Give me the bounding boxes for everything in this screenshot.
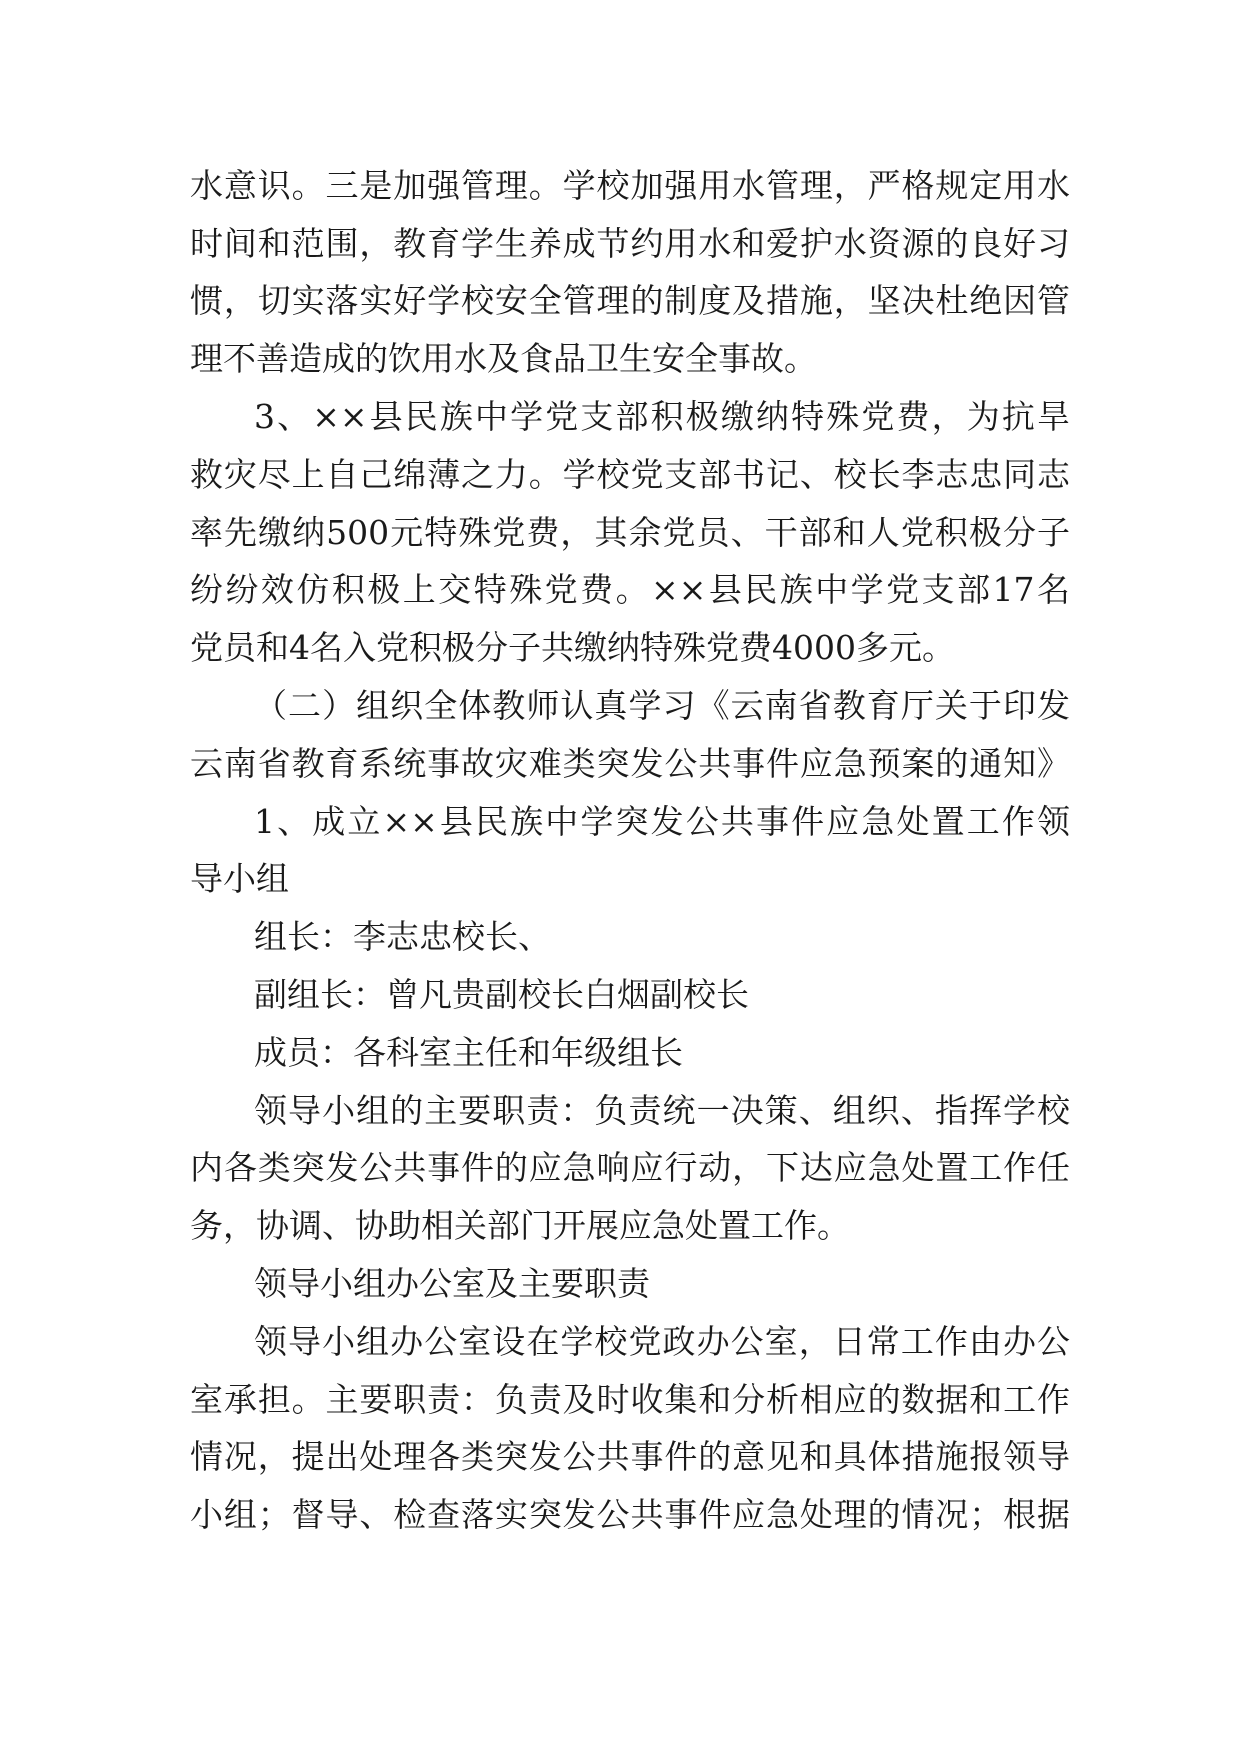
text-line: 云南省教育系统事故灾难类突发公共事件应急预案的通知》	[190, 744, 1070, 783]
text-line: 内各类突发公共事件的应急响应行动，下达应急处置工作任	[190, 1148, 1070, 1187]
text-line: 情况，提出处理各类突发公共事件的意见和具体措施报领导	[190, 1437, 1070, 1476]
text-line: 领导小组办公室及主要职责	[254, 1264, 650, 1303]
text-line: 组长：李志忠校长、	[254, 917, 551, 956]
text-line: 小组；督导、检查落实突发公共事件应急处理的情况；根据	[190, 1495, 1070, 1534]
text-line: 3、××县民族中学党支部积极缴纳特殊党费，为抗旱	[254, 397, 1070, 436]
text-line: （二）组织全体教师认真学习《云南省教育厅关于印发	[254, 686, 1070, 725]
text-line: 领导小组办公室设在学校党政办公室，日常工作由办公	[254, 1322, 1070, 1361]
text-line: 成员：各科室主任和年级组长	[254, 1033, 683, 1072]
text-line: 副组长：曾凡贵副校长白烟副校长	[254, 975, 749, 1014]
text-line: 理不善造成的饮用水及食品卫生安全事故。	[190, 339, 817, 378]
text-line: 党员和4名入党积极分子共缴纳特殊党费4000多元。	[190, 628, 955, 667]
text-line: 率先缴纳500元特殊党费，其余党员、干部和人党积极分子	[190, 513, 1070, 552]
text-line: 水意识。三是加强管理。学校加强用水管理，严格规定用水	[190, 166, 1070, 205]
text-line: 务，协调、协助相关部门开展应急处置工作。	[190, 1206, 850, 1245]
text-line: 纷纷效仿积极上交特殊党费。××县民族中学党支部17名	[190, 570, 1070, 609]
text-line: 救灾尽上自己绵薄之力。学校党支部书记、校长李志忠同志	[190, 455, 1070, 494]
text-line: 室承担。主要职责：负责及时收集和分析相应的数据和工作	[190, 1380, 1070, 1419]
text-line: 惯，切实落实好学校安全管理的制度及措施，坚决杜绝因管	[190, 281, 1070, 320]
text-line: 1、成立××县民族中学突发公共事件应急处置工作领	[254, 802, 1070, 841]
text-line: 导小组	[190, 859, 289, 898]
text-line: 领导小组的主要职责：负责统一决策、组织、指挥学校	[254, 1091, 1070, 1130]
text-line: 时间和范围，教育学生养成节约用水和爱护水资源的良好习	[190, 224, 1070, 263]
